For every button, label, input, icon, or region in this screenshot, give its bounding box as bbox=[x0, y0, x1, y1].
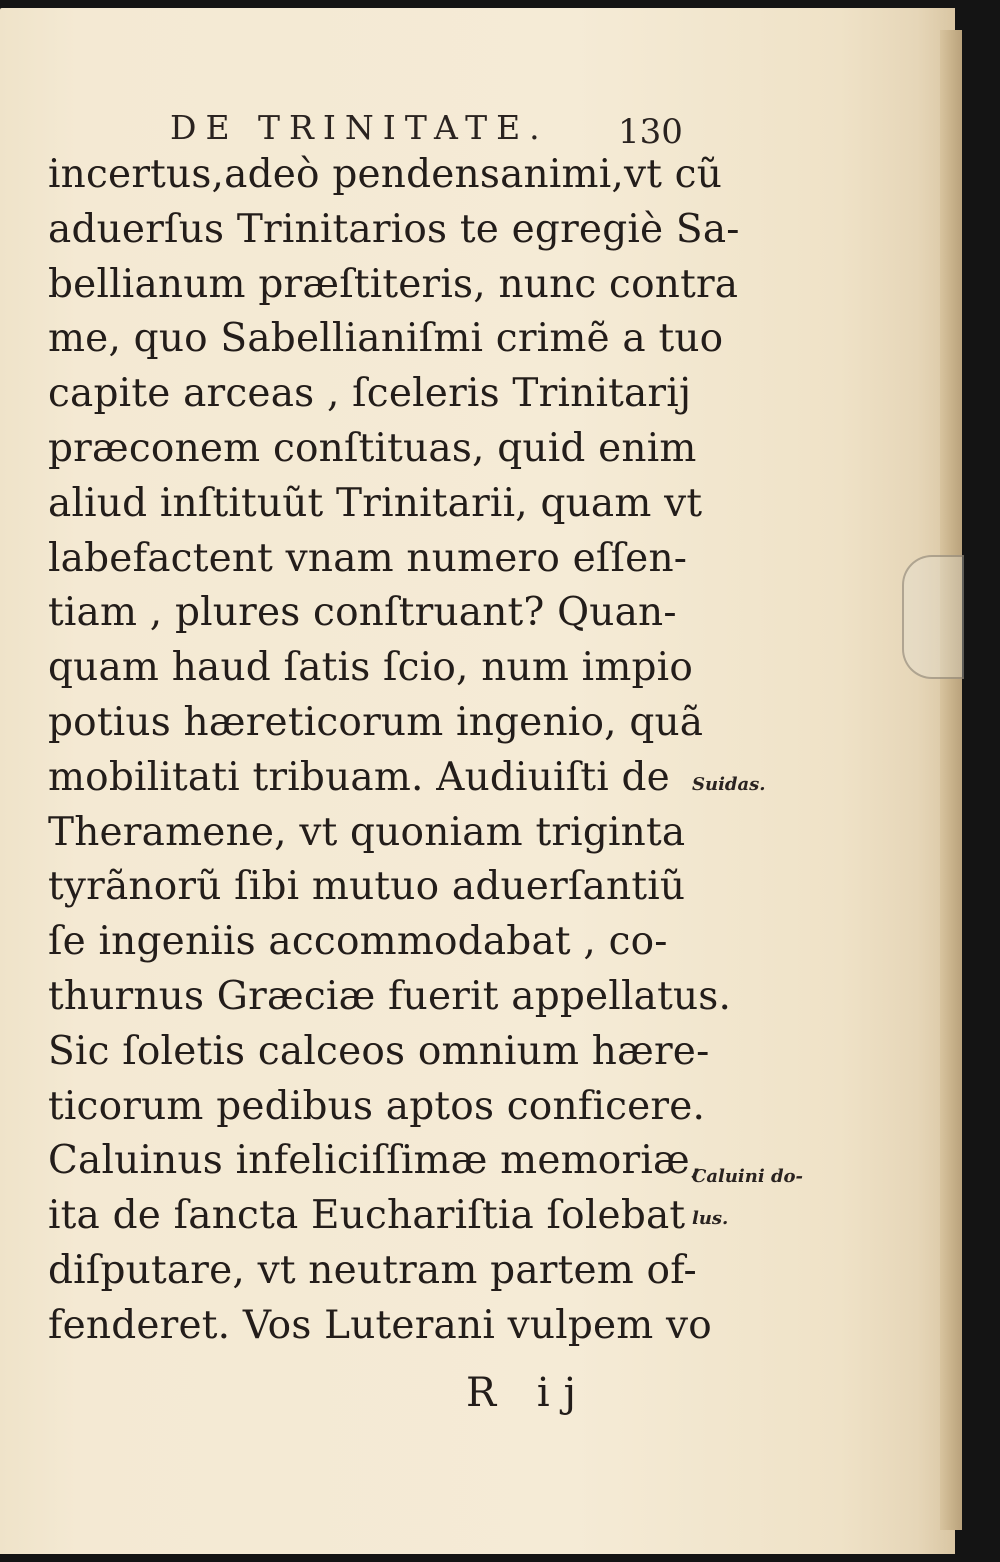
page-clip bbox=[902, 555, 964, 679]
margin-note-caluini: Caluini do- bbox=[692, 1166, 804, 1187]
text-line: incertus,adeò pendensanimi,vt cũ bbox=[48, 152, 723, 197]
text-line: potius hæreticorum ingenio, quã bbox=[48, 699, 704, 745]
text-line: Caluinus infeliciſſimæ memoriæ, bbox=[48, 1138, 703, 1184]
margin-note-suidas: Suidas. bbox=[692, 774, 766, 795]
text-line: mobilitati tribuam. Audiuiſti de bbox=[48, 754, 670, 800]
text-line: præconem conſtituas, quid enim bbox=[48, 425, 697, 471]
text-line: capite arceas , ſceleris Trinitarij bbox=[48, 371, 692, 417]
text-line: tyrãnorũ ſibi mutuo aduerſantiũ bbox=[48, 864, 686, 910]
text-line: Theramene, vt quoniam triginta bbox=[48, 809, 686, 855]
text-line: quam haud ſatis ſcio, num impio bbox=[48, 645, 694, 691]
text-line: aduerſus Trinitarios te egregiè Sa- bbox=[48, 206, 740, 252]
text-line: thurnus Græciæ fuerit appellatus. bbox=[48, 973, 732, 1019]
text-line: bellianum præſtiteris, nunc contra bbox=[48, 261, 739, 307]
text-line: diſputare, vt neutram partem of- bbox=[48, 1247, 697, 1293]
text-line: aliud inſtituũt Trinitarii, quam vt bbox=[48, 480, 703, 526]
running-head: DE TRINITATE. bbox=[170, 108, 549, 147]
text-line: ita de ſancta Euchariſtia ſolebat bbox=[48, 1193, 686, 1239]
page-number: 130 bbox=[618, 112, 683, 152]
text-line: ticorum pedibus aptos conficere. bbox=[48, 1083, 706, 1129]
text-line: me, quo Sabellianiſmi crimẽ a tuo bbox=[48, 316, 724, 362]
text-line: Sic ſoletis calceos omnium hære- bbox=[48, 1028, 710, 1074]
page-edge bbox=[940, 30, 962, 1530]
text-line: fenderet. Vos Luterani vulpem vo bbox=[48, 1302, 712, 1348]
text-line: ſe ingeniis accommodabat , co- bbox=[48, 919, 668, 965]
signature-mark: R ij bbox=[466, 1370, 591, 1416]
text-line: tiam , plures conſtruant? Quan- bbox=[48, 590, 677, 636]
margin-note-caluini-cont: lus. bbox=[692, 1208, 729, 1229]
text-line: labefactent vnam numero eſſen- bbox=[48, 535, 688, 581]
